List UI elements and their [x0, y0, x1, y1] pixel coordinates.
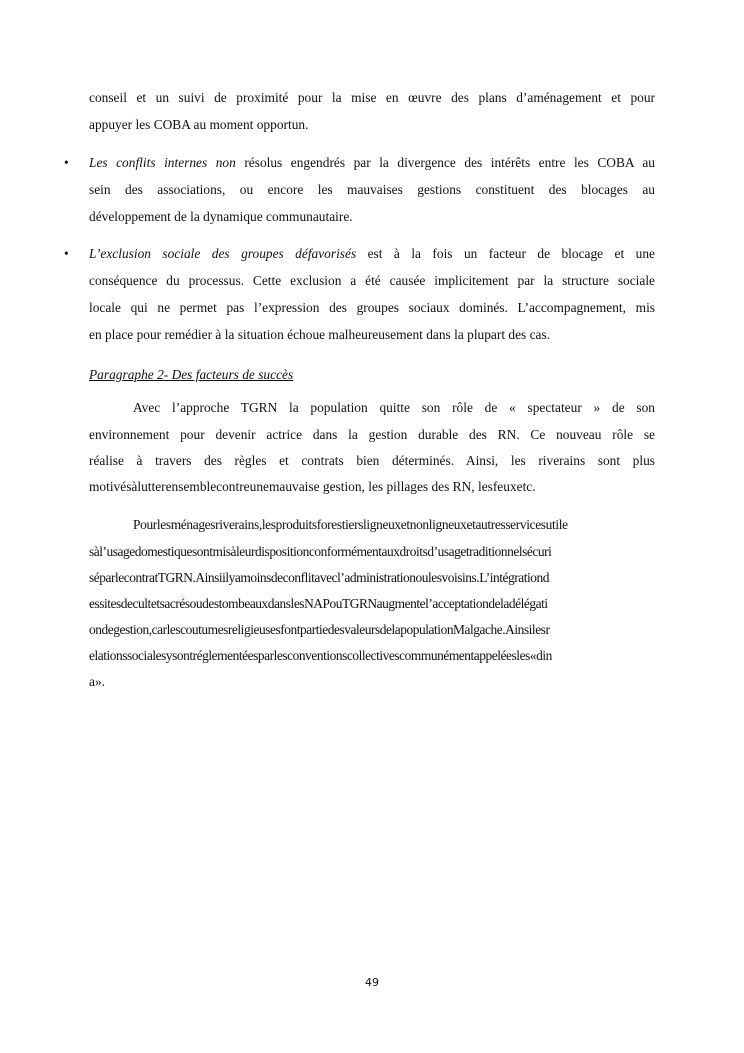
italic-term: Les conflits internes non — [89, 155, 236, 170]
paragraph-line: réalise à travers des règles et contrats bien déterminés. Ainsi, les riverains sont plus — [89, 453, 655, 468]
paragraph-line: appuyer les COBA au moment opportun. — [89, 117, 309, 132]
bullet-icon: • — [64, 246, 69, 261]
paragraph-line: sàl’usagedomestiquesontmisàleurdispositionconformémentauxdroitsd’usagetraditionnelsécuri — [89, 544, 552, 559]
paragraph-line: Avec l’approche TGRN la population quitte son rôle de « spectateur » de son — [133, 400, 655, 415]
paragraph-line: environnement pour devenir actrice dans la gestion durable des RN. Ce nouveau rôle se — [89, 427, 655, 442]
bullet-line: sein des associations, ou encore les mauvaises gestions constituent des blocages au — [89, 182, 655, 197]
bullet-icon: • — [64, 155, 69, 170]
paragraph-line: a». — [89, 674, 105, 689]
bullet-line: développement de la dynamique communautaire. — [89, 209, 353, 224]
bullet-line: en place pour remédier à la situation échoue malheureusement dans la plupart des cas. — [89, 327, 551, 342]
bullet-line — [89, 246, 655, 262]
bullet-text: est à la fois un facteur de blocage et une — [356, 246, 655, 261]
paragraph-line: ondegestion,carlescoutumesreligieusesfontpartiedesvaleursdelapopulationMalgache.Ainsilesr — [89, 622, 550, 637]
bullet-line: locale qui ne permet pas l’expression des groupes sociaux dominés. L’accompagnement, mis — [89, 300, 655, 315]
page-number: 49 — [365, 976, 379, 989]
section-heading: Paragraphe 2- Des facteurs de succès — [89, 367, 294, 382]
bullet-text: résolus engendrés par la divergence des intérêts entre les COBA au — [235, 155, 655, 170]
paragraph-line: essitesdecultetsacrésoudestombeauxdanslesNAPouTGRNaugmentel’acceptationdeladélégati — [89, 596, 548, 611]
paragraph-line: Pourlesménagesriverains,lesproduitsforestiersligneuxetnonligneuxetautresservicesutile — [133, 517, 568, 532]
bullet-line: conséquence du processus. Cette exclusion a été causée implicitement par la structure sociale — [89, 273, 655, 288]
paragraph-line: motivésàlutterensemblecontreunemauvaise gestion, les pillages des RN, lesfeuxetc. — [89, 479, 536, 494]
italic-term: L’exclusion sociale des groupes défavorisés — [89, 246, 357, 261]
paragraph-line: séparlecontratTGRN.Ainsiilyamoinsdeconflitavecl’administrationoulesvoisins.L’intégrationd — [89, 570, 550, 585]
paragraph-line: conseil et un suivi de proximité pour la mise en œuvre des plans d’aménagement et pour — [89, 90, 655, 105]
paragraph-line: elationssocialesysontréglementéesparlesconventionscollectivescommunémentappeléesles«din — [89, 648, 552, 663]
bullet-line — [89, 155, 655, 171]
